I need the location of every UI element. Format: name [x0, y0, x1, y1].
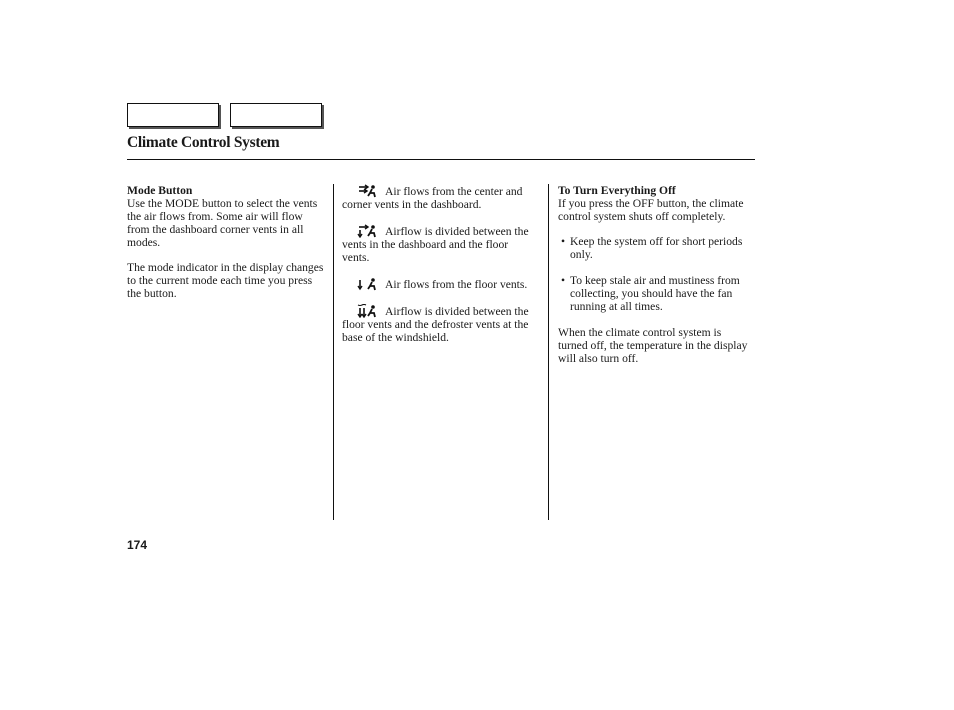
mode-list	[342, 184, 537, 357]
turn-off-paragraph-2: When the climate control system is turned off, the temperature in the display will also turn off.	[558, 326, 748, 365]
floor-vent-mode-icon	[356, 277, 382, 290]
mode-button-section	[127, 184, 327, 300]
bullet-dot: •	[561, 235, 566, 248]
mode-entry-floor	[342, 277, 537, 291]
dashboard-vent-mode-icon	[356, 184, 382, 197]
turn-off-heading: To Turn Everything Off	[558, 184, 676, 197]
mode-entry-dashboard	[342, 184, 537, 211]
mode-button-paragraph-1: Use the MODE button to select the vents the air flows from. Some air will flow from the dashboard corner vents in all modes.	[127, 197, 318, 249]
mode-text-dashboard: Air flows from the center and corner vents in the dashboard.	[342, 185, 523, 211]
floor-defrost-mode-icon	[356, 304, 382, 317]
title-divider	[127, 159, 755, 160]
bullet-item	[558, 235, 753, 261]
turn-off-paragraph-1: If you press the OFF button, the climate control system shuts off completely.	[558, 197, 744, 223]
bullet-text: To keep stale air and mustiness from collecting, you should have the fan running at all times.	[570, 274, 740, 313]
bullet-item	[558, 274, 753, 313]
mode-entry-bi-level	[342, 224, 537, 264]
mode-text-floor-defrost: Airflow is divided between the floor vents and the defroster vents at the base of the windshield.	[342, 305, 529, 344]
mode-entry-floor-defrost	[342, 304, 537, 344]
bullet-dot: •	[561, 274, 566, 287]
page-title: Climate Control System	[127, 134, 280, 151]
page-number: 174	[127, 538, 148, 552]
mode-text-floor: Air flows from the floor vents.	[385, 278, 528, 291]
header-tab-box-2	[230, 103, 322, 127]
turn-off-section	[558, 184, 753, 365]
mode-text-bi-level: Airflow is divided between the vents in the dashboard and the floor vents.	[342, 225, 529, 264]
header-tab-box-1	[127, 103, 219, 127]
column-divider-2	[548, 184, 549, 520]
column-divider-1	[333, 184, 334, 520]
mode-button-heading: Mode Button	[127, 184, 193, 197]
bullet-text: Keep the system off for short periods only.	[570, 235, 743, 261]
mode-button-paragraph-2: The mode indicator in the display changes to the current mode each time you press the button.	[127, 261, 324, 300]
bi-level-mode-icon	[356, 224, 382, 237]
